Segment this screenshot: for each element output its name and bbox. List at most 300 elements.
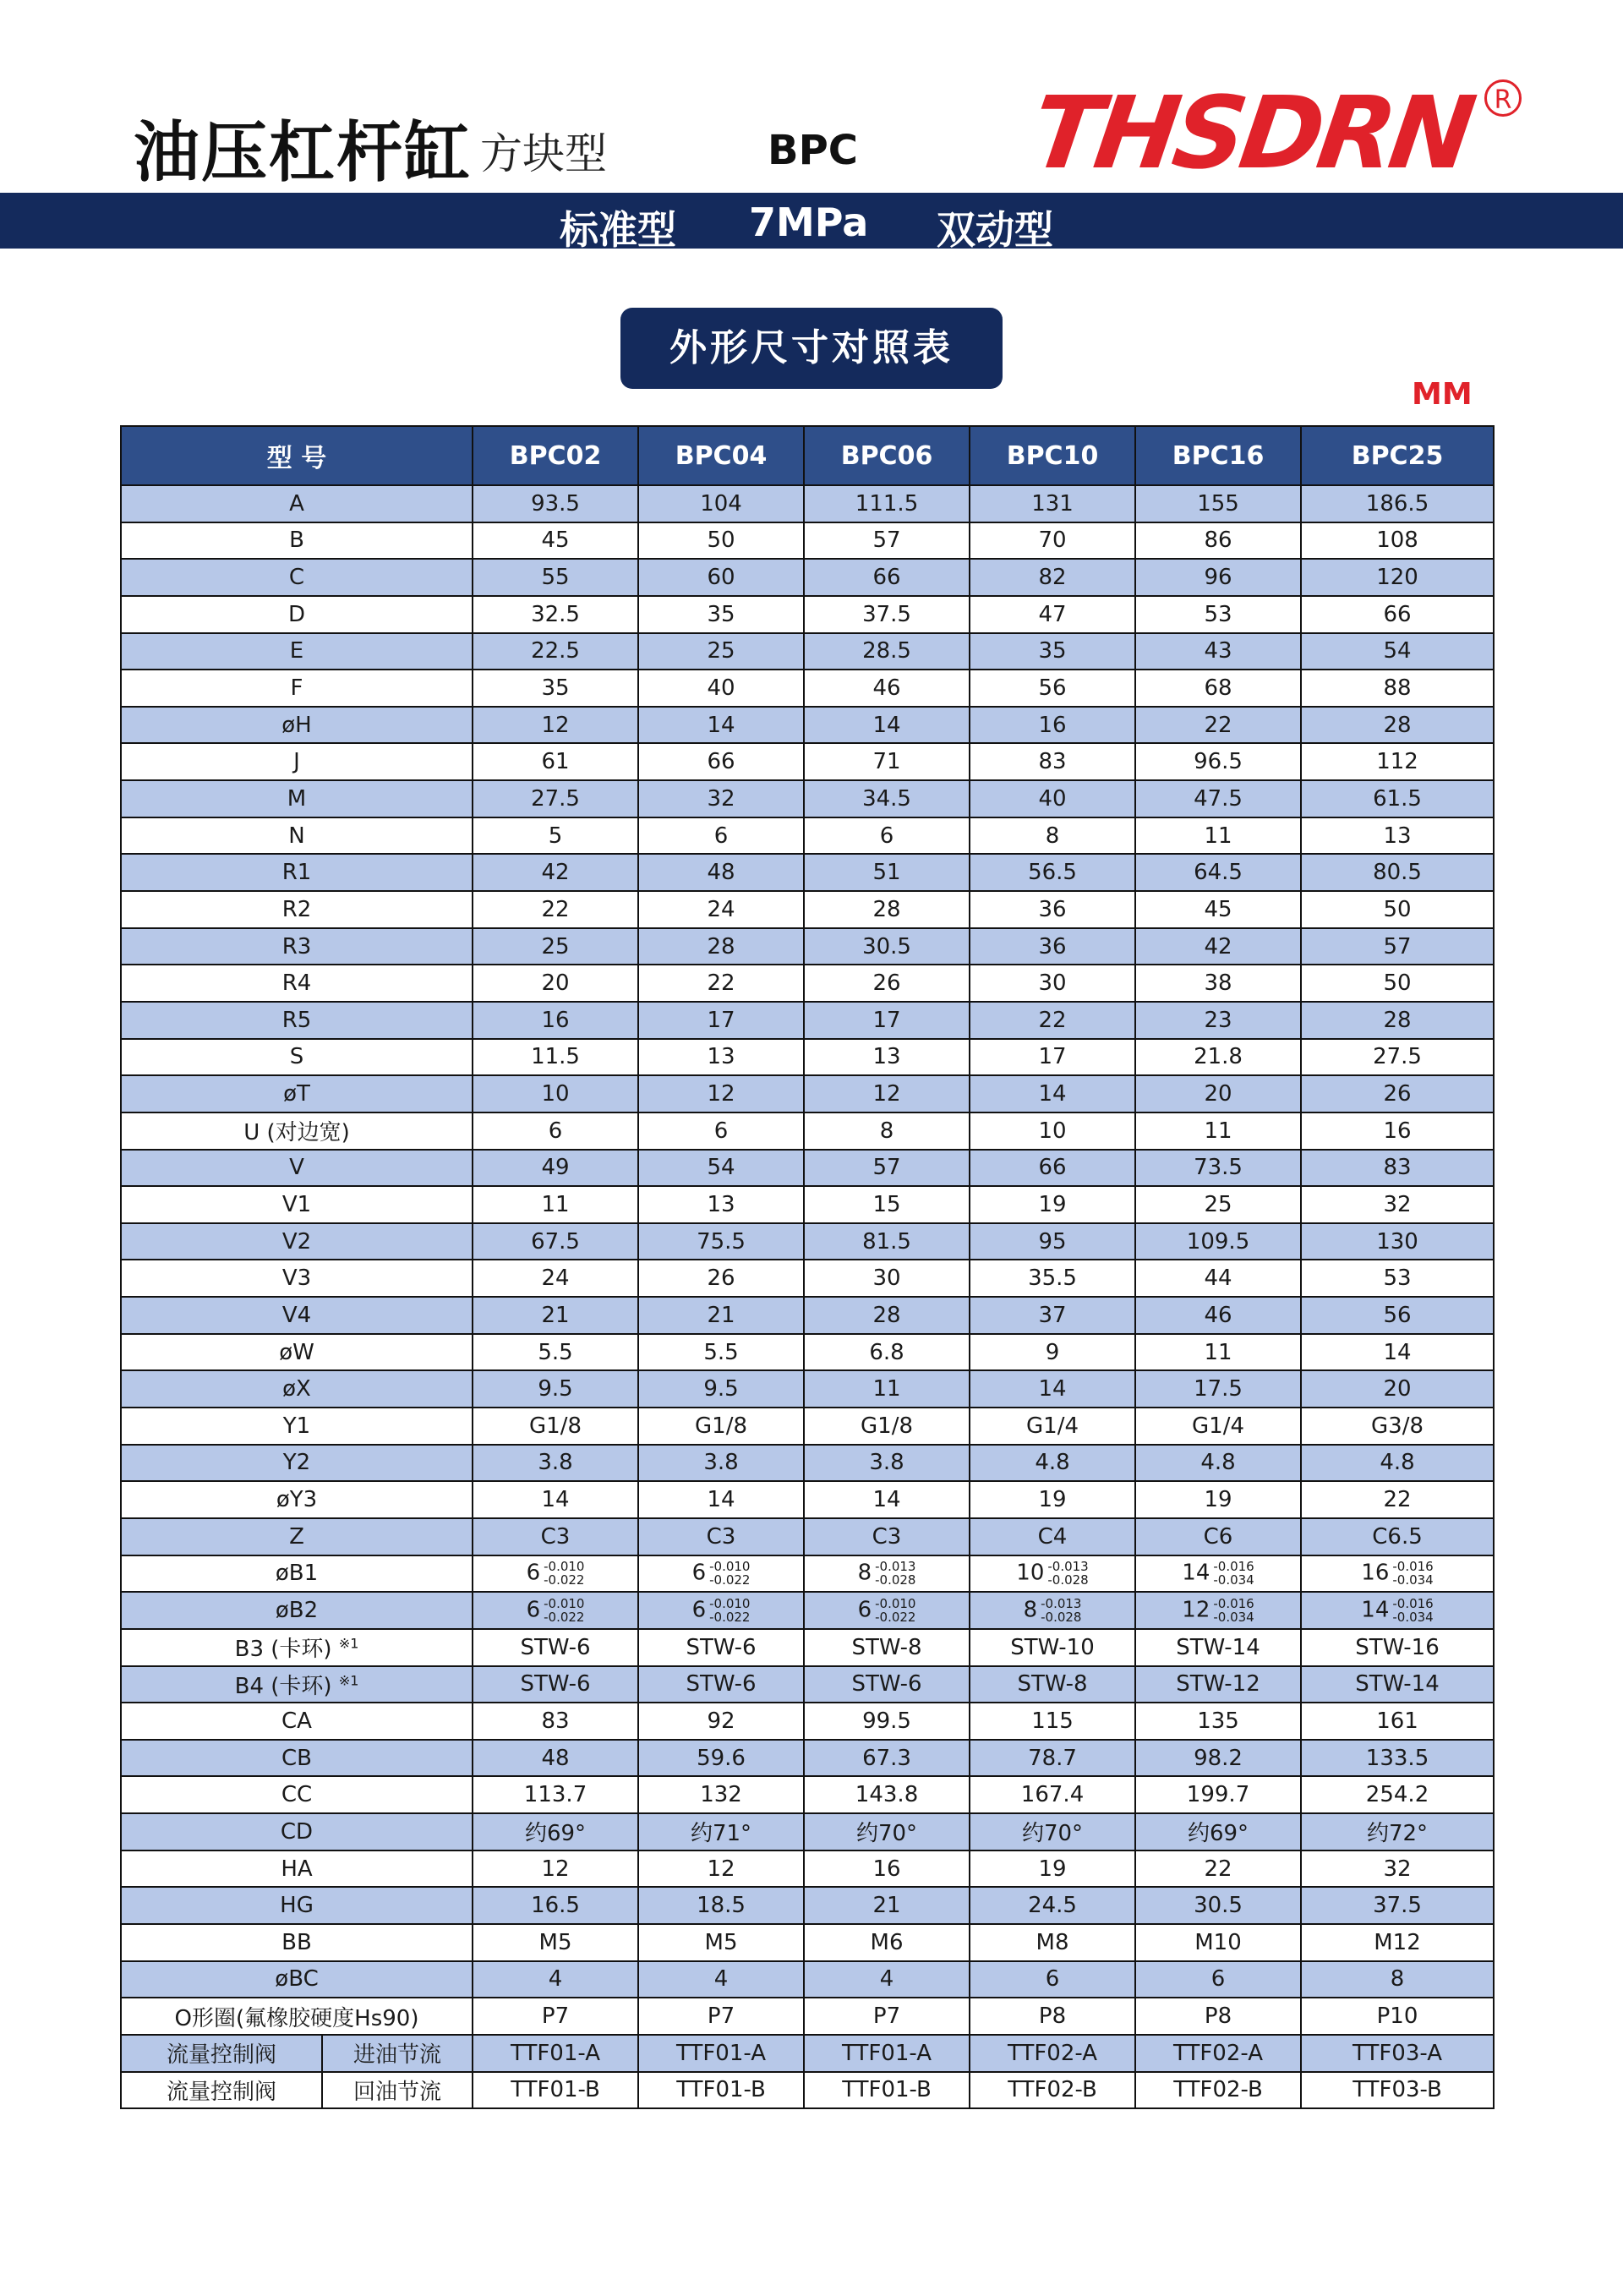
table-cell: 32	[1301, 1186, 1494, 1223]
table-cell: 56.5	[970, 854, 1135, 891]
table-row	[121, 707, 1494, 744]
table-caption: 外形尺寸对照表	[620, 308, 1003, 389]
table-cell: M12	[1301, 1924, 1494, 1961]
column-header-model: 型 号	[121, 426, 473, 485]
table-cell: 27.5	[473, 780, 638, 817]
table-cell: 35	[638, 596, 804, 633]
table-cell: 22	[638, 965, 804, 1002]
table-cell: 28.5	[804, 633, 970, 670]
table-cell: 8	[970, 817, 1135, 855]
table-row	[121, 817, 1494, 855]
table-cell: 19	[970, 1481, 1135, 1518]
table-cell: 6 -0.010 -0.022	[638, 1555, 804, 1593]
table-cell: STW-6	[473, 1666, 638, 1703]
table-cell: G1/4	[1135, 1408, 1301, 1445]
row-label: V3	[121, 1260, 473, 1297]
table-cell: 18.5	[638, 1887, 804, 1924]
table-cell: 81.5	[804, 1223, 970, 1260]
table-cell: 88	[1301, 670, 1494, 707]
table-cell: 28	[1301, 707, 1494, 744]
table-cell: 22	[1135, 1850, 1301, 1888]
row-label: R5	[121, 1002, 473, 1039]
table-cell: 9.5	[473, 1370, 638, 1408]
table-cell: 96.5	[1135, 743, 1301, 780]
row-label: B4 (卡环) $^{※1}$	[121, 1666, 473, 1703]
table-cell: 5.5	[473, 1334, 638, 1371]
table-row	[121, 1150, 1494, 1187]
table-cell: 13	[638, 1186, 804, 1223]
table-cell: 14	[804, 707, 970, 744]
table-cell: C4	[970, 1518, 1135, 1555]
table-cell: 161	[1301, 1703, 1494, 1740]
row-label: 回油节流	[322, 2072, 473, 2109]
table-cell: 36	[970, 891, 1135, 928]
row-label: BB	[121, 1924, 473, 1961]
table-cell: 57	[804, 1150, 970, 1187]
table-cell: 46	[804, 670, 970, 707]
table-cell: 45	[473, 522, 638, 560]
table-cell: 13	[804, 1039, 970, 1076]
table-cell: 14	[638, 1481, 804, 1518]
row-label: Z	[121, 1518, 473, 1555]
table-cell: 40	[638, 670, 804, 707]
table-row	[121, 485, 1494, 522]
table-cell: 25	[473, 928, 638, 965]
table-row	[121, 1260, 1494, 1297]
table-cell: 6	[970, 1961, 1135, 1998]
table-cell: 11	[1135, 817, 1301, 855]
table-cell: 6	[804, 817, 970, 855]
table-cell: 30.5	[1135, 1887, 1301, 1924]
row-label: V4	[121, 1297, 473, 1334]
table-row	[121, 1555, 1494, 1593]
row-label: 进油节流	[322, 2035, 473, 2072]
table-cell: 22.5	[473, 633, 638, 670]
table-cell: 15	[804, 1186, 970, 1223]
table-cell: 64.5	[1135, 854, 1301, 891]
row-label: Y2	[121, 1445, 473, 1482]
table-cell: 131	[970, 485, 1135, 522]
table-cell: 16.5	[473, 1887, 638, 1924]
table-cell: 25	[638, 633, 804, 670]
table-cell: 57	[1301, 928, 1494, 965]
table-cell: 133.5	[1301, 1740, 1494, 1777]
table-row	[121, 1629, 1494, 1666]
table-cell: 3.8	[804, 1445, 970, 1482]
table-cell: 22	[1135, 707, 1301, 744]
table-cell: 10	[473, 1075, 638, 1112]
table-cell: 66	[804, 559, 970, 596]
table-row	[121, 596, 1494, 633]
table-row	[121, 559, 1494, 596]
table-cell: 8 -0.013 -0.028	[970, 1592, 1135, 1629]
table-cell: 24	[473, 1260, 638, 1297]
table-cell: 9.5	[638, 1370, 804, 1408]
table-cell: STW-6	[638, 1666, 804, 1703]
table-cell: 28	[638, 928, 804, 965]
row-label: øY3	[121, 1481, 473, 1518]
table-row	[121, 633, 1494, 670]
table-cell: STW-6	[638, 1629, 804, 1666]
table-cell: TTF03-B	[1301, 2072, 1494, 2109]
table-cell: P8	[1135, 1998, 1301, 2035]
table-row	[121, 1518, 1494, 1555]
row-label: C	[121, 559, 473, 596]
table-cell: STW-12	[1135, 1666, 1301, 1703]
table-cell: STW-16	[1301, 1629, 1494, 1666]
table-cell: 98.2	[1135, 1740, 1301, 1777]
table-cell: 20	[1301, 1370, 1494, 1408]
table-cell: 51	[804, 854, 970, 891]
table-row	[121, 1592, 1494, 1629]
table-row	[121, 1370, 1494, 1408]
table-row	[121, 1924, 1494, 1961]
table-cell: 12	[638, 1075, 804, 1112]
table-row	[121, 1075, 1494, 1112]
banner-type: 标准型	[560, 207, 676, 253]
row-label: F	[121, 670, 473, 707]
table-cell: M10	[1135, 1924, 1301, 1961]
column-header-bpc06: BPC06	[804, 426, 970, 485]
table-cell: 约72°	[1301, 1813, 1494, 1850]
table-cell: 4	[638, 1961, 804, 1998]
table-cell: 16 -0.016 -0.034	[1301, 1555, 1494, 1593]
table-cell: P7	[638, 1998, 804, 2035]
product-code: BPC	[768, 127, 858, 174]
table-cell: 约69°	[1135, 1813, 1301, 1850]
table-cell: 17	[970, 1039, 1135, 1076]
row-label: O形圈(氟橡胶硬度Hs90)	[121, 1998, 473, 2035]
row-label: V2	[121, 1223, 473, 1260]
table-cell: TTF02-B	[970, 2072, 1135, 2109]
table-cell: 30	[804, 1260, 970, 1297]
table-cell: 92	[638, 1703, 804, 1740]
row-label: CC	[121, 1776, 473, 1813]
row-label: CB	[121, 1740, 473, 1777]
table-cell: 38	[1135, 965, 1301, 1002]
column-header-bpc02: BPC02	[473, 426, 638, 485]
table-row	[121, 891, 1494, 928]
registered-mark-icon: R	[1484, 79, 1522, 117]
table-cell: 12	[804, 1075, 970, 1112]
table-cell: 35	[473, 670, 638, 707]
table-cell: 24	[638, 891, 804, 928]
table-cell: 22	[473, 891, 638, 928]
table-cell: 约70°	[970, 1813, 1135, 1850]
table-cell: 6	[638, 817, 804, 855]
table-cell: 59.6	[638, 1740, 804, 1777]
table-cell: 66	[970, 1150, 1135, 1187]
table-cell: 42	[473, 854, 638, 891]
table-row	[121, 854, 1494, 891]
row-label: CD	[121, 1813, 473, 1850]
table-row	[121, 1112, 1494, 1150]
table-cell: 95	[970, 1223, 1135, 1260]
table-cell: 11	[804, 1370, 970, 1408]
row-label: M	[121, 780, 473, 817]
table-cell: 4.8	[1135, 1445, 1301, 1482]
table-cell: 61.5	[1301, 780, 1494, 817]
table-cell: 54	[638, 1150, 804, 1187]
row-label: R4	[121, 965, 473, 1002]
table-cell: 66	[638, 743, 804, 780]
table-cell: 60	[638, 559, 804, 596]
unit-label: MM	[1412, 377, 1473, 412]
table-cell: 115	[970, 1703, 1135, 1740]
table-row	[121, 1481, 1494, 1518]
table-cell: G1/8	[473, 1408, 638, 1445]
table-cell: 5	[473, 817, 638, 855]
table-cell: 80.5	[1301, 854, 1494, 891]
row-group-label: 流量控制阀	[121, 2072, 322, 2109]
table-cell: 43	[1135, 633, 1301, 670]
table-cell: 16	[970, 707, 1135, 744]
table-cell: 14	[804, 1481, 970, 1518]
table-cell: 30	[970, 965, 1135, 1002]
table-row	[121, 2072, 1494, 2109]
column-header-bpc10: BPC10	[970, 426, 1135, 485]
table-cell: 26	[804, 965, 970, 1002]
table-cell: TTF01-A	[638, 2035, 804, 2072]
table-cell: TTF02-B	[1135, 2072, 1301, 2109]
table-cell: 143.8	[804, 1776, 970, 1813]
table-cell: 32.5	[473, 596, 638, 633]
table-cell: 21	[638, 1297, 804, 1334]
table-cell: 135	[1135, 1703, 1301, 1740]
table-cell: 186.5	[1301, 485, 1494, 522]
table-row	[121, 1703, 1494, 1740]
table-row	[121, 1186, 1494, 1223]
table-cell: 16	[1301, 1112, 1494, 1150]
table-cell: 44	[1135, 1260, 1301, 1297]
row-label: HG	[121, 1887, 473, 1924]
table-row	[121, 2035, 1494, 2072]
table-row	[121, 1850, 1494, 1888]
table-cell: 22	[1301, 1481, 1494, 1518]
page-title: 油压杠杆缸	[134, 115, 473, 191]
table-cell: 8 -0.013 -0.028	[804, 1555, 970, 1593]
table-cell: 167.4	[970, 1776, 1135, 1813]
row-label: N	[121, 817, 473, 855]
table-cell: 130	[1301, 1223, 1494, 1260]
table-cell: 50	[1301, 965, 1494, 1002]
page-subtitle: 方块型	[480, 129, 607, 178]
column-header-bpc16: BPC16	[1135, 426, 1301, 485]
table-cell: 6 -0.010 -0.022	[473, 1555, 638, 1593]
table-cell: 23	[1135, 1002, 1301, 1039]
table-cell: 37	[970, 1297, 1135, 1334]
table-cell: 25	[1135, 1186, 1301, 1223]
table-cell: 83	[970, 743, 1135, 780]
table-cell: C6.5	[1301, 1518, 1494, 1555]
table-cell: 16	[804, 1850, 970, 1888]
table-cell: 12	[473, 707, 638, 744]
table-cell: 66	[1301, 596, 1494, 633]
table-row	[121, 522, 1494, 560]
table-cell: 28	[804, 1297, 970, 1334]
row-label: øBC	[121, 1961, 473, 1998]
table-cell: 40	[970, 780, 1135, 817]
table-cell: 约71°	[638, 1813, 804, 1850]
table-cell: 26	[638, 1260, 804, 1297]
table-cell: 21	[804, 1887, 970, 1924]
table-cell: 71	[804, 743, 970, 780]
table-cell: 32	[1301, 1850, 1494, 1888]
table-cell: 48	[473, 1740, 638, 1777]
table-row	[121, 1961, 1494, 1998]
table-cell: 17.5	[1135, 1370, 1301, 1408]
dimension-table	[120, 425, 1495, 2109]
table-cell: 75.5	[638, 1223, 804, 1260]
table-cell: P8	[970, 1998, 1135, 2035]
table-cell: M6	[804, 1924, 970, 1961]
table-cell: TTF02-A	[970, 2035, 1135, 2072]
table-row	[121, 1776, 1494, 1813]
table-cell: 6 -0.010 -0.022	[473, 1592, 638, 1629]
table-cell: 37.5	[804, 596, 970, 633]
table-cell: 8	[1301, 1961, 1494, 1998]
table-cell: 14	[1301, 1334, 1494, 1371]
banner-pressure: 7MPa	[749, 200, 869, 245]
table-cell: STW-8	[804, 1629, 970, 1666]
table-cell: 61	[473, 743, 638, 780]
table-cell: 17	[638, 1002, 804, 1039]
table-cell: 11	[1135, 1112, 1301, 1150]
row-label: øW	[121, 1334, 473, 1371]
table-cell: 36	[970, 928, 1135, 965]
table-cell: 12	[638, 1850, 804, 1888]
table-row	[121, 965, 1494, 1002]
table-cell: C3	[473, 1518, 638, 1555]
table-row	[121, 1334, 1494, 1371]
table-cell: 199.7	[1135, 1776, 1301, 1813]
table-cell: 8	[804, 1112, 970, 1150]
table-cell: 14 -0.016 -0.034	[1135, 1555, 1301, 1593]
table-cell: P7	[804, 1998, 970, 2035]
table-cell: 24.5	[970, 1887, 1135, 1924]
table-cell: 19	[1135, 1481, 1301, 1518]
row-label: R3	[121, 928, 473, 965]
table-cell: 70	[970, 522, 1135, 560]
table-cell: 26	[1301, 1075, 1494, 1112]
table-cell: 155	[1135, 485, 1301, 522]
table-cell: STW-8	[970, 1666, 1135, 1703]
table-row	[121, 1445, 1494, 1482]
table-cell: STW-6	[804, 1666, 970, 1703]
table-cell: 111.5	[804, 485, 970, 522]
table-cell: 35	[970, 633, 1135, 670]
table-cell: TTF01-B	[473, 2072, 638, 2109]
row-label: S	[121, 1039, 473, 1076]
row-label: E	[121, 633, 473, 670]
table-cell: 11	[1135, 1334, 1301, 1371]
table-cell: 28	[804, 891, 970, 928]
table-cell: 55	[473, 559, 638, 596]
row-label: øX	[121, 1370, 473, 1408]
table-cell: C3	[638, 1518, 804, 1555]
row-group-label: 流量控制阀	[121, 2035, 322, 2072]
table-cell: 14	[970, 1370, 1135, 1408]
table-cell: 83	[473, 1703, 638, 1740]
table-cell: 11	[473, 1186, 638, 1223]
table-cell: 35.5	[970, 1260, 1135, 1297]
table-cell: 20	[473, 965, 638, 1002]
table-cell: 132	[638, 1776, 804, 1813]
table-row	[121, 1297, 1494, 1334]
table-cell: M8	[970, 1924, 1135, 1961]
table-cell: TTF01-B	[804, 2072, 970, 2109]
table-cell: 6 -0.010 -0.022	[638, 1592, 804, 1629]
table-cell: 19	[970, 1186, 1135, 1223]
table-cell: 113.7	[473, 1776, 638, 1813]
table-cell: 12	[473, 1850, 638, 1888]
row-label: B	[121, 522, 473, 560]
row-label: R1	[121, 854, 473, 891]
table-cell: 9	[970, 1334, 1135, 1371]
row-label: V	[121, 1150, 473, 1187]
row-label: B3 (卡环) $^{※1}$	[121, 1629, 473, 1666]
table-cell: P7	[473, 1998, 638, 2035]
table-cell: 22	[970, 1002, 1135, 1039]
row-label: øB1	[121, 1555, 473, 1593]
table-cell: G1/8	[638, 1408, 804, 1445]
table-row	[121, 743, 1494, 780]
table-cell: 3.8	[638, 1445, 804, 1482]
table-cell: 6 -0.010 -0.022	[804, 1592, 970, 1629]
table-row	[121, 1666, 1494, 1703]
table-cell: TTF02-A	[1135, 2035, 1301, 2072]
table-cell: 254.2	[1301, 1776, 1494, 1813]
table-cell: 42	[1135, 928, 1301, 965]
table-cell: 57	[804, 522, 970, 560]
table-cell: STW-14	[1135, 1629, 1301, 1666]
table-cell: C3	[804, 1518, 970, 1555]
table-cell: 17	[804, 1002, 970, 1039]
table-header-row	[121, 426, 1494, 485]
table-cell: 112	[1301, 743, 1494, 780]
table-cell: 13	[1301, 817, 1494, 855]
table-cell: 47	[970, 596, 1135, 633]
table-cell: 11.5	[473, 1039, 638, 1076]
table-cell: 68	[1135, 670, 1301, 707]
column-header-bpc04: BPC04	[638, 426, 804, 485]
table-cell: STW-10	[970, 1629, 1135, 1666]
table-cell: 99.5	[804, 1703, 970, 1740]
table-cell: 13	[638, 1039, 804, 1076]
table-cell: 14	[473, 1481, 638, 1518]
table-cell: 67.3	[804, 1740, 970, 1777]
table-row	[121, 780, 1494, 817]
table-cell: 37.5	[1301, 1887, 1494, 1924]
brand-logo: THSDRN	[1025, 74, 1478, 191]
column-header-bpc25: BPC25	[1301, 426, 1494, 485]
table-cell: 约69°	[473, 1813, 638, 1850]
table-cell: 4.8	[970, 1445, 1135, 1482]
table-cell: 47.5	[1135, 780, 1301, 817]
table-cell: 14	[638, 707, 804, 744]
table-cell: M5	[473, 1924, 638, 1961]
table-cell: M5	[638, 1924, 804, 1961]
table-cell: G1/8	[804, 1408, 970, 1445]
row-label: J	[121, 743, 473, 780]
table-cell: STW-14	[1301, 1666, 1494, 1703]
row-label: CA	[121, 1703, 473, 1740]
table-cell: 49	[473, 1150, 638, 1187]
table-cell: 4	[804, 1961, 970, 1998]
table-cell: 14 -0.016 -0.034	[1301, 1592, 1494, 1629]
table-cell: 28	[1301, 1002, 1494, 1039]
table-cell: 82	[970, 559, 1135, 596]
